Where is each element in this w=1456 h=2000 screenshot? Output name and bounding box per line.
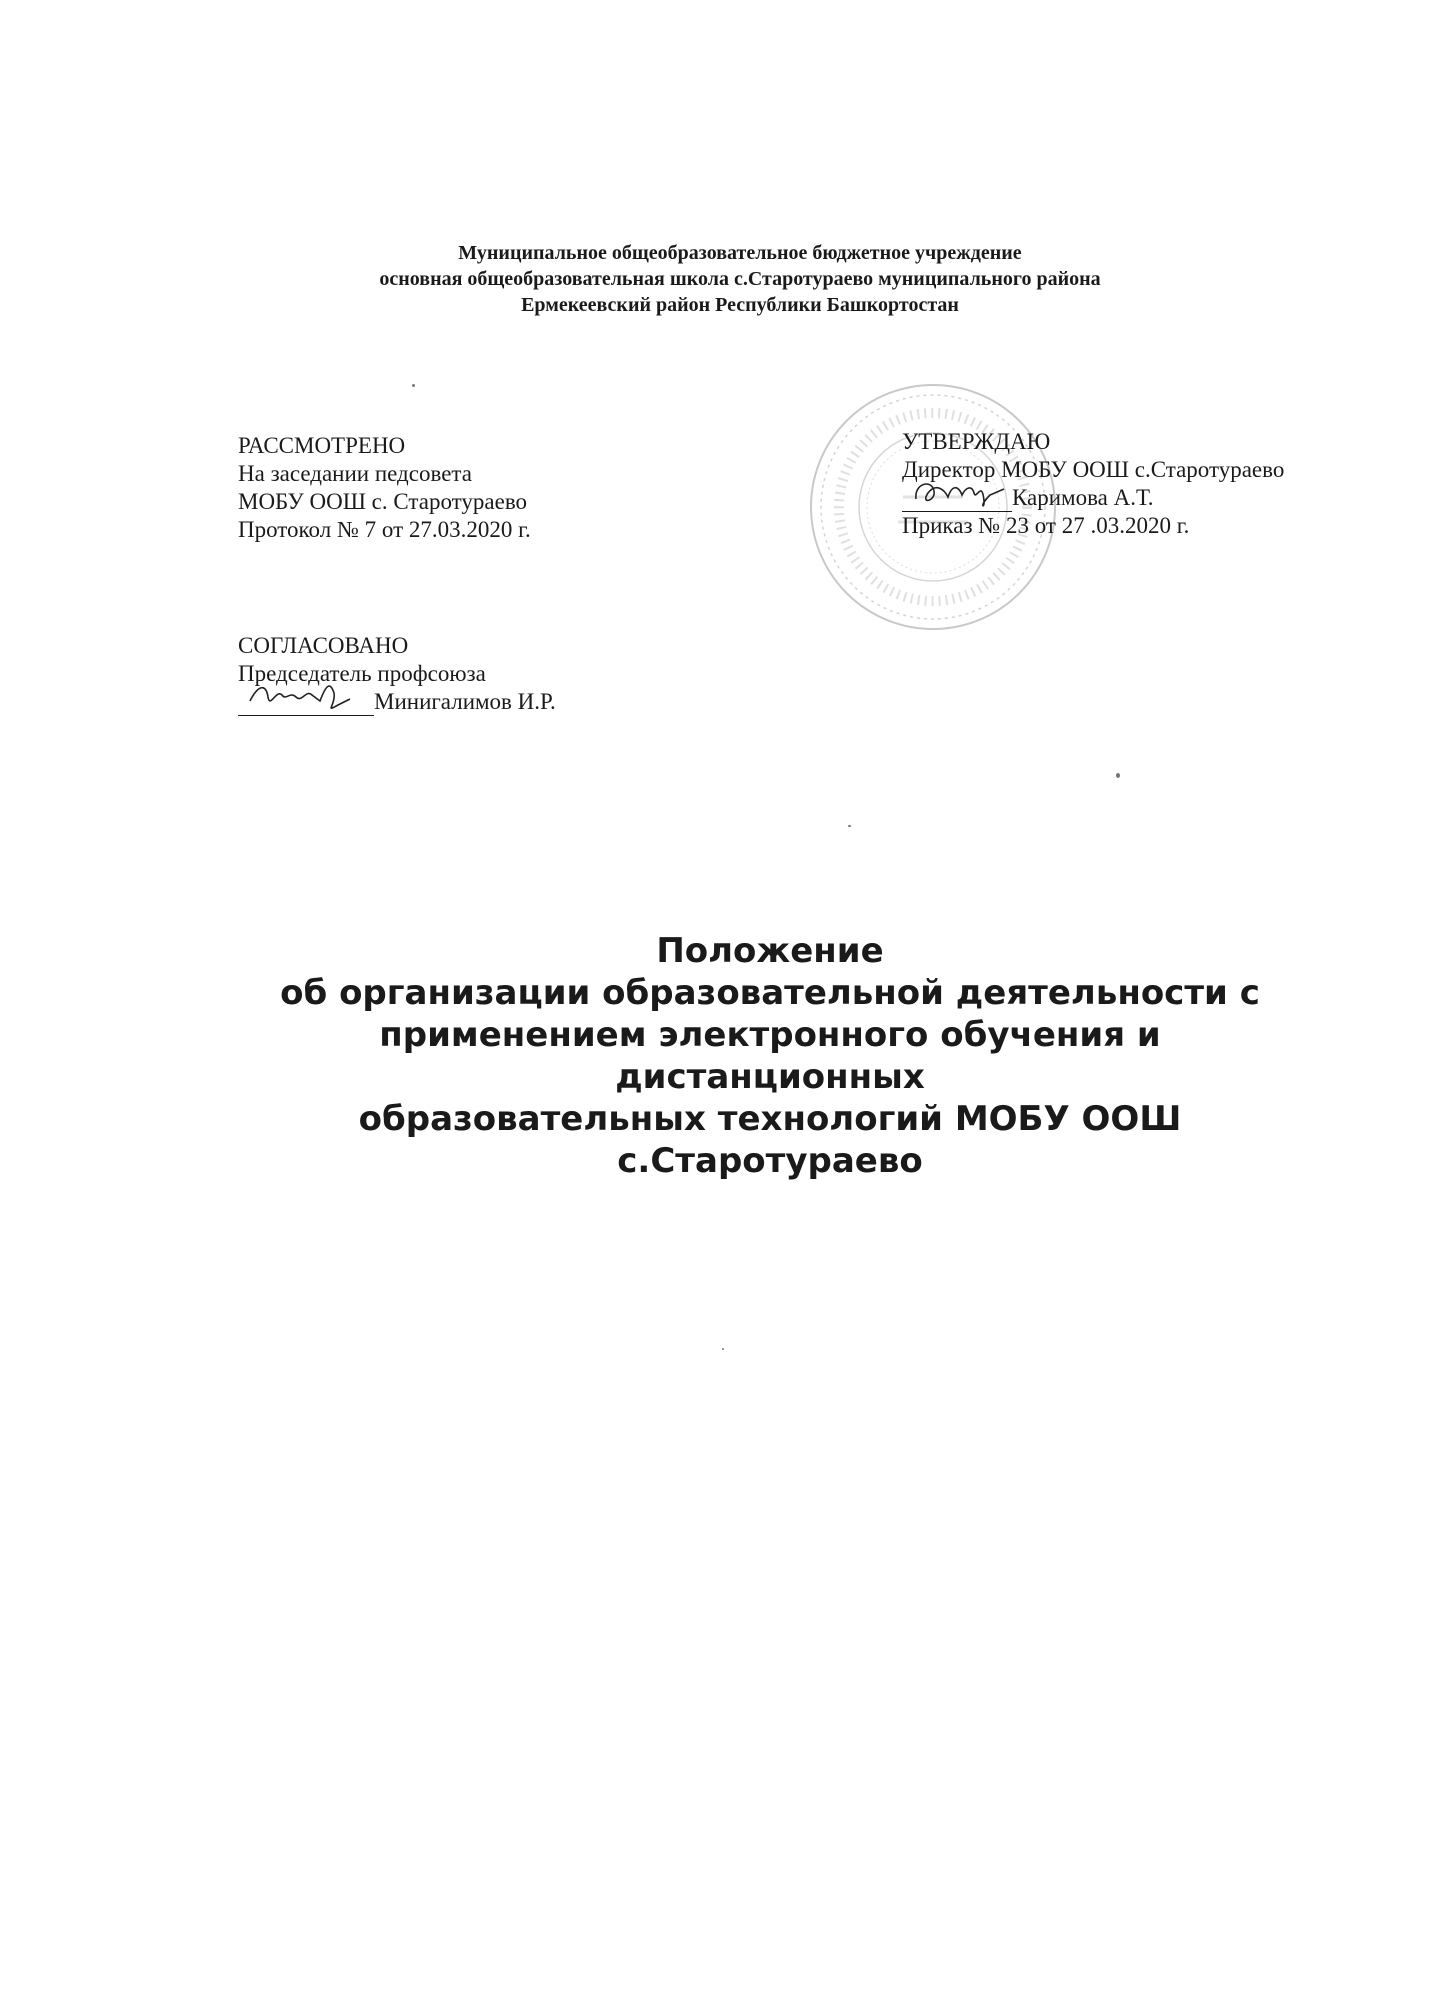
document-title (220, 930, 1320, 1182)
institution-header (240, 240, 1240, 318)
soglasovano-line-1: Председатель профсоюза (238, 661, 486, 686)
title-heading: Положение (656, 931, 884, 971)
header-line-3: Ермекеевский район Республики Башкортостан (521, 294, 959, 316)
soglasovano-signer: Минигалимов И.Р. (374, 689, 556, 714)
title-line-3: образовательных технологий МОБУ ООШ (358, 1099, 1182, 1139)
rassmotreno-block (238, 432, 531, 544)
signature-line (902, 485, 1012, 512)
soglasovano-signature-row (238, 688, 556, 716)
soglasovano-block (238, 632, 556, 716)
scan-speck (412, 384, 415, 387)
signature-line (238, 689, 374, 716)
rassmotreno-line-3: Протокол № 7 от 27.03.2020 г. (238, 517, 531, 542)
title-line-4: с.Старотураево (617, 1141, 923, 1181)
utverzhdayu-signature-row (902, 484, 1284, 512)
scan-speck (722, 1348, 724, 1350)
handwritten-signature (910, 471, 1010, 511)
rassmotreno-line-2: МОБУ ООШ с. Старотураево (238, 489, 528, 514)
title-line-1: об организации образовательной деятельности с (280, 973, 1260, 1013)
utverzhdayu-block (902, 428, 1284, 540)
rassmotreno-line-1: На заседании педсовета (238, 461, 472, 486)
title-line-2: применением электронного обучения и дистанционных (379, 1015, 1161, 1097)
header-line-1: Муниципальное общеобразовательное бюджетное учреждение (458, 242, 1022, 264)
utverzhdayu-line-1: Директор МОБУ ООШ с.Старотураево (902, 457, 1285, 482)
soglasovano-heading: СОГЛАСОВАНО (238, 633, 409, 658)
utverzhdayu-line-3: Приказ № 23 от 27 .03.2020 г. (902, 513, 1190, 538)
utverzhdayu-signer: Каримова А.Т. (1012, 485, 1154, 510)
rassmotreno-heading: РАССМОТРЕНО (238, 433, 406, 458)
scan-speck (848, 825, 851, 827)
handwritten-signature (246, 675, 356, 715)
scan-speck (1116, 773, 1120, 778)
utverzhdayu-heading: УТВЕРЖДАЮ (902, 429, 1051, 454)
header-line-2: основная общеобразовательная школа с.Старотураево муниципального района (379, 268, 1101, 290)
